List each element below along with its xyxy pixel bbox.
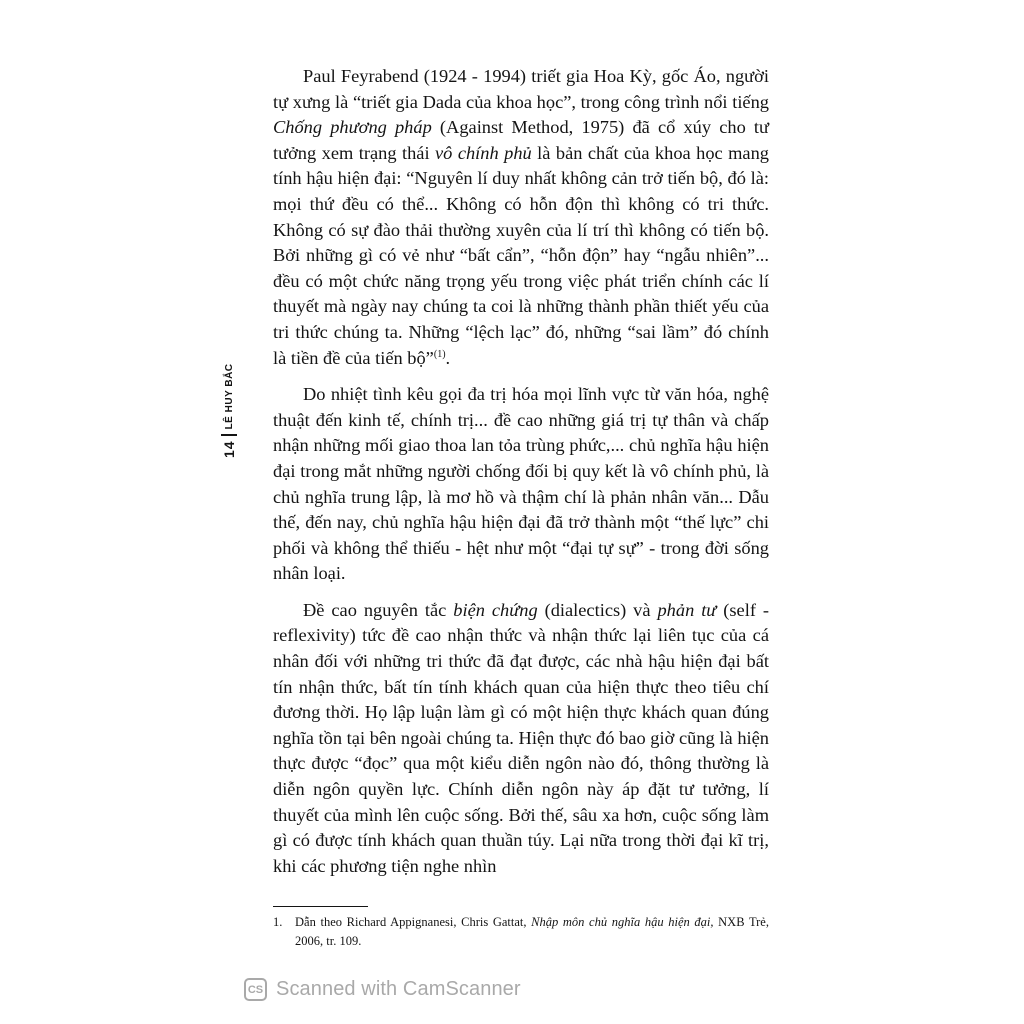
- footnote-text-b: NXB Trẻ, 2006, tr. 109.: [295, 915, 769, 948]
- paragraph-1-italic-title: Chống phương pháp: [273, 117, 432, 138]
- watermark-text: Scanned with CamScanner: [276, 978, 521, 1000]
- footnote-divider: [273, 906, 368, 907]
- footnote-text: [295, 913, 769, 951]
- paragraph-3-italic-term-1: biện chứng: [453, 599, 538, 620]
- camscanner-logo-icon: CS: [244, 978, 267, 1001]
- running-head-author: LÊ HUY BẮC: [223, 363, 235, 430]
- paragraph-1: [273, 64, 769, 371]
- paragraph-3-text-c: (self - reflexivity) tức đề cao nhận thức và nhận thức lại liên tục của cá nhân đối với những tri thức đã đạt được, các nhà hậu hiện đại bất tín nhận thức, bất tín tính khách quan của hiện thực theo tiêu chí đương thời. Họ lập luận làm gì có một hiện thực khách quan đúng nghĩa tồn tại bên ngoài chúng ta. Hiện thực đó bao giờ cũng là hiện thực được “đọc” qua một kiểu diễn ngôn nào đó, thông thường là diễn ngôn quyền lực. Chính diễn ngôn này áp đặt tư tưởng, lí thuyết của mình lên cuộc sống. Bởi thế, sâu xa hơn, cuộc sống làm gì có được tính khách quan thuần túy. Lại nữa trong thời đại kĩ trị, khi các phương tiện nghe nhìn: [273, 599, 770, 876]
- paragraph-3: [273, 598, 769, 880]
- footnote-text-a: Dẫn theo Richard Appignanesi, Chris Gattat,: [295, 915, 532, 929]
- paragraph-3-italic-term-2: phản tư: [657, 599, 717, 620]
- running-head: [221, 363, 237, 458]
- body-text: [273, 64, 769, 890]
- paragraph-3-text-b: (dialectics) và: [537, 599, 658, 620]
- paragraph-1-text-a: Paul Feyrabend (1924 - 1994) triết gia Hoa Kỳ, gốc Áo, người tự xưng là “triết gia Dada của khoa học”, trong công trình nổi tiếng: [273, 66, 769, 112]
- paragraph-2-text: Do nhiệt tình kêu gọi đa trị hóa mọi lĩnh vực từ văn hóa, nghệ thuật đến kinh tế, chính trị... đề cao những giá trị tự thân và chấp nhận những mối giao thoa lan tỏa trùng phức,... chủ nghĩa hậu hiện đại trong mắt những người chống đối bị quy kết là vô chính phủ, là chủ nghĩa trung lập, là mơ hồ và thậm chí là phản nhân văn... Dẫu thế, đến nay, chủ nghĩa hậu hiện đại đã trở thành một “thế lực” chi phối và không thể thiếu - hệt như một “đại tự sự” - trong đời sống nhân loại.: [273, 384, 769, 584]
- footnote-number: 1.: [273, 915, 283, 929]
- footnote: [273, 913, 769, 951]
- running-head-separator: [221, 434, 237, 436]
- paragraph-1-text-b: (Against Method, 1975) đã cổ xúy cho tư tưởng xem trạng thái: [273, 117, 770, 163]
- footnote-reference: (1): [433, 348, 446, 360]
- page-number: 14: [221, 440, 237, 458]
- paragraph-3-text-a: Đề cao nguyên tắc: [303, 599, 454, 620]
- paragraph-1-italic-term: vô chính phủ: [435, 142, 532, 163]
- paragraph-1-text-end: .: [445, 347, 451, 368]
- camscanner-watermark: [244, 978, 521, 1001]
- paragraph-2: [273, 382, 769, 587]
- footnote-book-title: Nhập môn chủ nghĩa hậu hiện đại,: [531, 915, 714, 929]
- paragraph-1-text-c: là bản chất của khoa học mang tính hậu hiện đại: “Nguyên lí duy nhất không cản trở tiến bộ, đó là: mọi thứ đều có thể... Không có hỗn độn thì không có tri thức. Không có sự đào thải thường xuyên của lí trí thì không có tiến bộ. Bởi những gì có vẻ như “bất cẩn”, “hỗn độn” hay “ngẫu nhiên”... đều có một chức năng trọng yếu trong việc phát triển chính các lí thuyết mà ngày nay chúng ta coi là những thành phần thiết yếu của tri thức chúng ta. Những “lệch lạc” đó, những “sai lầm” đó chính là tiền đề của tiến bộ”: [273, 142, 769, 368]
